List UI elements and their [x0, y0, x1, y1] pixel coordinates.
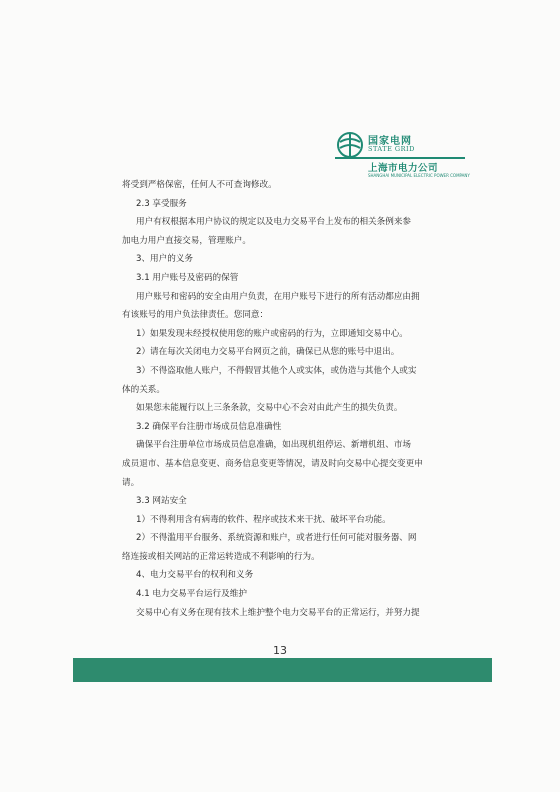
body-line: 络连接或相关网站的正常运转造成不利影响的行为。	[122, 551, 320, 562]
body-line: 如果您未能履行以上三条条款，交易中心不会对由此产生的损失负责。	[136, 403, 403, 414]
page-number: 13	[273, 644, 287, 657]
company-logo	[335, 130, 475, 178]
list-item: 3）不得盗取他人账户，不得假冒其他个人或实体，或伪造与其他个人或实	[136, 365, 417, 376]
list-item: 1）如果发现未经授权使用您的账户或密码的行为，立即通知交易中心。	[136, 328, 408, 339]
section-heading: 4、电力交易平台的权利和义务	[136, 570, 254, 581]
body-line: 体的关系。	[122, 384, 165, 395]
body-line: 将受到严格保密，任何人不可查询修改。	[122, 180, 277, 190]
logo-company-name: 上海市电力公司	[368, 163, 439, 174]
body-line: 交易中心有义务在现有技术上维护整个电力交易平台的正常运行，并努力提	[136, 607, 420, 618]
footer-bar	[73, 658, 492, 682]
body-line: 有该账号的用户负法律责任。您同意：	[122, 310, 269, 321]
section-heading: 3.1 用户账号及密码的保管	[136, 272, 239, 283]
logo-english-name: STATE GRID	[368, 145, 415, 153]
section-heading: 2.3 享受服务	[136, 198, 187, 209]
document-body	[122, 176, 442, 622]
body-line: 确保平台注册单位市场成员信息准确，如出现机组停运、新增机组、市场	[136, 440, 412, 451]
section-heading: 4.1 电力交易平台运行及维护	[136, 589, 247, 600]
section-heading: 3.3 网站安全	[136, 496, 187, 507]
logo-company-english: SHANGHAI MUNICIPAL ELECTRIC POWER COMPANY	[368, 173, 470, 178]
list-item: 1）不得利用含有病毒的软件、程序或技术来干扰、破坏平台功能。	[136, 514, 391, 525]
body-line: 用户有权根据本用户协议的规定以及电力交易平台上发布的相关条例来参	[136, 217, 412, 228]
logo-divider	[335, 157, 465, 159]
section-heading: 3、用户的义务	[136, 254, 194, 265]
body-line: 加电力用户直接交易，管理账户。	[122, 235, 251, 246]
section-heading: 3.2 确保平台注册市场成员信息准确性	[136, 421, 282, 432]
list-item: 2）请在每次关闭电力交易平台网页之前，确保已从您的账号中退出。	[136, 347, 400, 358]
body-line: 用户账号和密码的安全由用户负责，在用户账号下进行的所有活动都应由拥	[136, 291, 420, 302]
state-grid-emblem-icon	[335, 130, 365, 160]
body-line: 请。	[122, 477, 140, 488]
body-line: 成员退市、基本信息变更、商务信息变更等情况，请及时向交易中心提交变更申	[122, 458, 423, 469]
list-item: 2）不得滥用平台服务、系统资源和账户，或者进行任何可能对服务器、网	[136, 533, 417, 544]
logo-chinese-name: 国家电网	[368, 136, 412, 147]
